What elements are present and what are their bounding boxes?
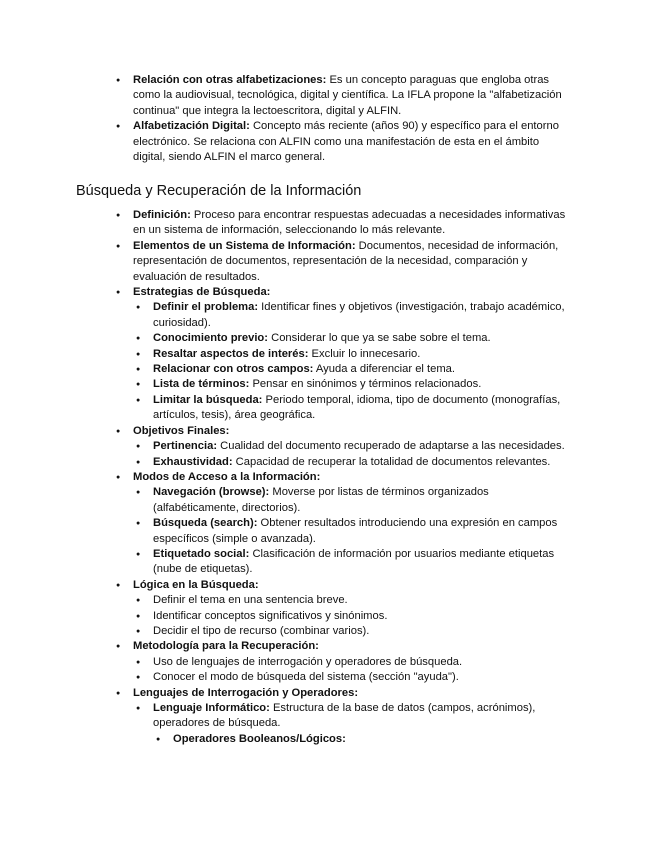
list-item [153, 701, 573, 747]
list-item [133, 208, 573, 239]
term-description: Identificar fines y objetivos (investigación, trabajo académico, curiosidad). [153, 301, 565, 329]
term-label: Definición: [133, 209, 191, 221]
list-item [153, 377, 573, 392]
sublist [133, 485, 573, 577]
list-item: ● Decidir el tipo de recurso (combinar varios). [153, 624, 573, 639]
term-description: Es un concepto paraguas que engloba otras como la audiovisual, tecnológica, digital y científica. La IFLA propone la "alfabetización continua" que integra la lectoescritora, digital y ALFIN. [133, 74, 562, 117]
list-item [153, 347, 573, 362]
term-label: Lista de términos: [153, 378, 250, 391]
list-item: ● Identificar conceptos significativos y sinónimos. [153, 609, 573, 624]
term-label: Objetivos Finales: [133, 424, 230, 437]
term-label: Elementos de un Sistema de Información: [133, 239, 356, 252]
sublist [153, 732, 573, 747]
list-item [133, 239, 573, 285]
term-description: Concepto más reciente (años 90) y específico para el entorno electrónico. Se relaciona con ALFIN como una manifestación de esta en el ámbito digital, siendo ALFIN el marco general. [133, 120, 559, 164]
sublist [133, 593, 573, 639]
sublist [133, 655, 573, 686]
term-label: Estrategias de Búsqueda: [133, 286, 271, 299]
list-item [133, 470, 573, 578]
term-label: Conocimiento previo: [153, 332, 268, 345]
term-description: Proceso para encontrar respuestas adecuadas a necesidades informativas en un sistema de información, seleccionando lo más relevante. [133, 209, 566, 237]
sublist [133, 300, 573, 423]
term-label: Pertinencia: [153, 440, 218, 453]
list-item [173, 732, 573, 747]
sublist [133, 701, 573, 747]
main-section [0, 208, 655, 747]
term-label: Relación con otras alfabetizaciones: [133, 74, 327, 86]
list-item [153, 331, 573, 346]
term-label: Definir el problema: [153, 301, 259, 314]
list-item [133, 285, 573, 424]
term-description: Clasificación de información por usuarios mediante etiquetas (nube de etiquetas). [153, 547, 555, 576]
list-item [153, 516, 573, 547]
term-description: Obtener resultados introduciendo una expresión en campos específicos (simple o avanzada). [153, 517, 558, 545]
term-label: Lenguaje Informático: [153, 702, 270, 714]
list-item [153, 393, 573, 424]
term-label: Limitar la búsqueda: [153, 393, 263, 406]
sublist [133, 439, 573, 470]
list-item [133, 686, 573, 748]
intro-list [0, 73, 655, 165]
term-description: Periodo temporal, idioma, tipo de documento (monografías, artículos, tesis), área geográfica. [153, 393, 561, 422]
list-item [133, 639, 573, 685]
list-item: ● Conocer el modo de búsqueda del sistema (sección "ayuda"). [153, 670, 573, 685]
term-description: Capacidad de recuperar la totalidad de documentos relevantes. [232, 455, 551, 468]
list-item [153, 362, 573, 377]
list-item [153, 485, 573, 516]
term-label: Lenguajes de Interrogación y Operadores: [133, 686, 359, 699]
term-description: Pensar en sinónimos y términos relacionados. [249, 378, 482, 391]
term-description: Cualidad del documento recuperado de adaptarse a las necesidades. [217, 440, 565, 453]
term-label: Alfabetización Digital: [133, 120, 250, 133]
term-label: Modos de Acceso a la Información: [133, 470, 321, 483]
list-item [153, 547, 573, 578]
list-item: ● Definir el tema en una sentencia breve. [153, 593, 573, 608]
term-label: Búsqueda (search): [153, 517, 258, 530]
list-item [153, 455, 573, 470]
term-label: Exhaustividad: [153, 455, 233, 468]
term-label: Etiquetado social: [153, 547, 250, 560]
list-item: ● Uso de lenguajes de interrogación y operadores de búsqueda. [153, 655, 573, 670]
term-label: Resaltar aspectos de interés: [153, 347, 309, 360]
term-label: Navegación (browse): [153, 486, 270, 499]
section-heading: Búsqueda y Recuperación de la Información [76, 183, 362, 199]
term-description: Moverse por listas de términos organizados (alfabéticamente, directorios). [153, 486, 489, 514]
main-list [0, 208, 655, 747]
list-item [133, 424, 573, 470]
intro-section [0, 73, 655, 165]
term-description: Considerar lo que ya se sabe sobre el tema. [268, 332, 491, 345]
term-label: Lógica en la Búsqueda: [133, 578, 259, 591]
list-item [133, 119, 573, 165]
term-label: Relacionar con otros campos: [153, 363, 314, 376]
term-description: Excluir lo innecesario. [308, 347, 421, 360]
list-item [153, 300, 573, 331]
term-description: Documentos, necesidad de información, representación de documentos, representación de la necesidad, comparación y evaluación de resultados. [133, 239, 559, 283]
term-label: Operadores Booleanos/Lógicos: [173, 732, 346, 745]
list-item [133, 73, 573, 119]
term-label: Metodología para la Recuperación: [133, 640, 319, 653]
list-item [153, 439, 573, 454]
term-description: Estructura de la base de datos (campos, acrónimos), operadores de búsqueda. [153, 702, 536, 730]
list-item [133, 578, 573, 640]
term-description: Ayuda a diferenciar el tema. [313, 363, 455, 376]
